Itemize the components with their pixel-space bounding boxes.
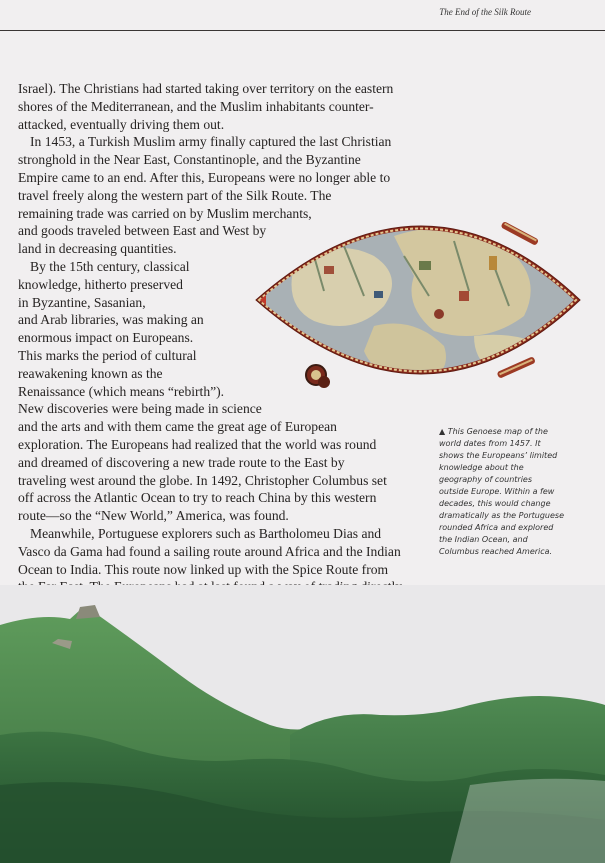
body-line: and goods traveled between East and West by — [18, 223, 267, 239]
body-line: shores of the Mediterranean, and the Muslim inhabitants counter- — [18, 98, 374, 114]
body-line: New discoveries were being made in science — [18, 401, 262, 417]
caption-line: world dates from 1457. It — [439, 439, 541, 448]
caption-line: Columbus reached America. — [439, 547, 553, 556]
body-line: knowledge, hitherto preserved — [18, 276, 183, 292]
body-line: stronghold in the Near East, Constantinople, and the Byzantine — [18, 152, 361, 168]
body-line: reawakening known as the — [18, 365, 163, 381]
scroll-roll-bottom — [497, 356, 536, 379]
body-line: Ocean to India. This route now linked up with the Spice Route from — [18, 561, 389, 577]
body-line: traveling west around the globe. In 1492, Christopher Columbus set — [18, 472, 387, 488]
body-line: in Byzantine, Sasanian, — [18, 294, 146, 310]
body-line: In 1453, a Turkish Muslim army finally captured the last Christian — [30, 134, 392, 150]
body-line: Meanwhile, Portuguese explorers such as Bartholomeu Dias and — [30, 525, 382, 541]
caption-line: ▲ This Genoese map of the — [439, 427, 548, 436]
caption-line: dramatically as the Portuguese — [439, 511, 565, 520]
body-line: remaining trade was carried on by Muslim merchants, — [18, 205, 312, 221]
header-rule — [0, 30, 605, 31]
caption-line: outside Europe. Within a few — [439, 487, 555, 496]
caption-line: geography of countries — [439, 475, 533, 484]
body-line: off across the Atlantic Ocean to try to reach China by this western — [18, 490, 377, 506]
caption-line: knowledge about the — [439, 463, 524, 472]
body-line: attacked, eventually driving them out. — [18, 116, 225, 132]
body-line: and the arts and with them came the great age of European — [18, 419, 337, 435]
body-line: land in decreasing quantities. — [18, 241, 177, 257]
body-line: Israel). The Christians had started taking over territory on the eastern — [18, 81, 394, 96]
caption-line: the Indian Ocean, and — [439, 535, 528, 544]
map-emblem — [306, 365, 330, 388]
body-line: exploration. The Europeans had realized that the world was round — [18, 436, 377, 452]
caption-line: decades, this would change — [439, 499, 551, 508]
body-line: route—so the “New World,” America, was found. — [18, 508, 289, 524]
body-line: By the 15th century, classical — [30, 258, 190, 274]
caption-line: rounded Africa and explored — [439, 523, 554, 532]
scroll-roll-top — [500, 221, 539, 246]
body-line: Empire came to an end. After this, Europeans were no longer able to — [18, 169, 391, 185]
caption-line: shows the Europeans’ limited — [439, 451, 558, 460]
body-line: travel freely along the western part of the Silk Route. The — [18, 187, 332, 203]
body-line: enormous impact on Europeans. — [18, 330, 194, 346]
body-line: This marks the period of cultural — [18, 347, 197, 363]
body-line: Renaissance (which means “rebirth”). — [18, 383, 225, 399]
map-caption — [439, 426, 579, 558]
body-line: and dreamed of discovering a new trade route to the East by — [18, 454, 345, 470]
genoese-world-map — [254, 196, 605, 396]
body-line: Vasco da Gama had found a sailing route around Africa and the Indian — [18, 543, 401, 559]
great-wall-hills-photo — [0, 585, 605, 863]
running-head: The End of the Silk Route — [439, 7, 531, 17]
body-line: and Arab libraries, was making an — [18, 312, 204, 328]
